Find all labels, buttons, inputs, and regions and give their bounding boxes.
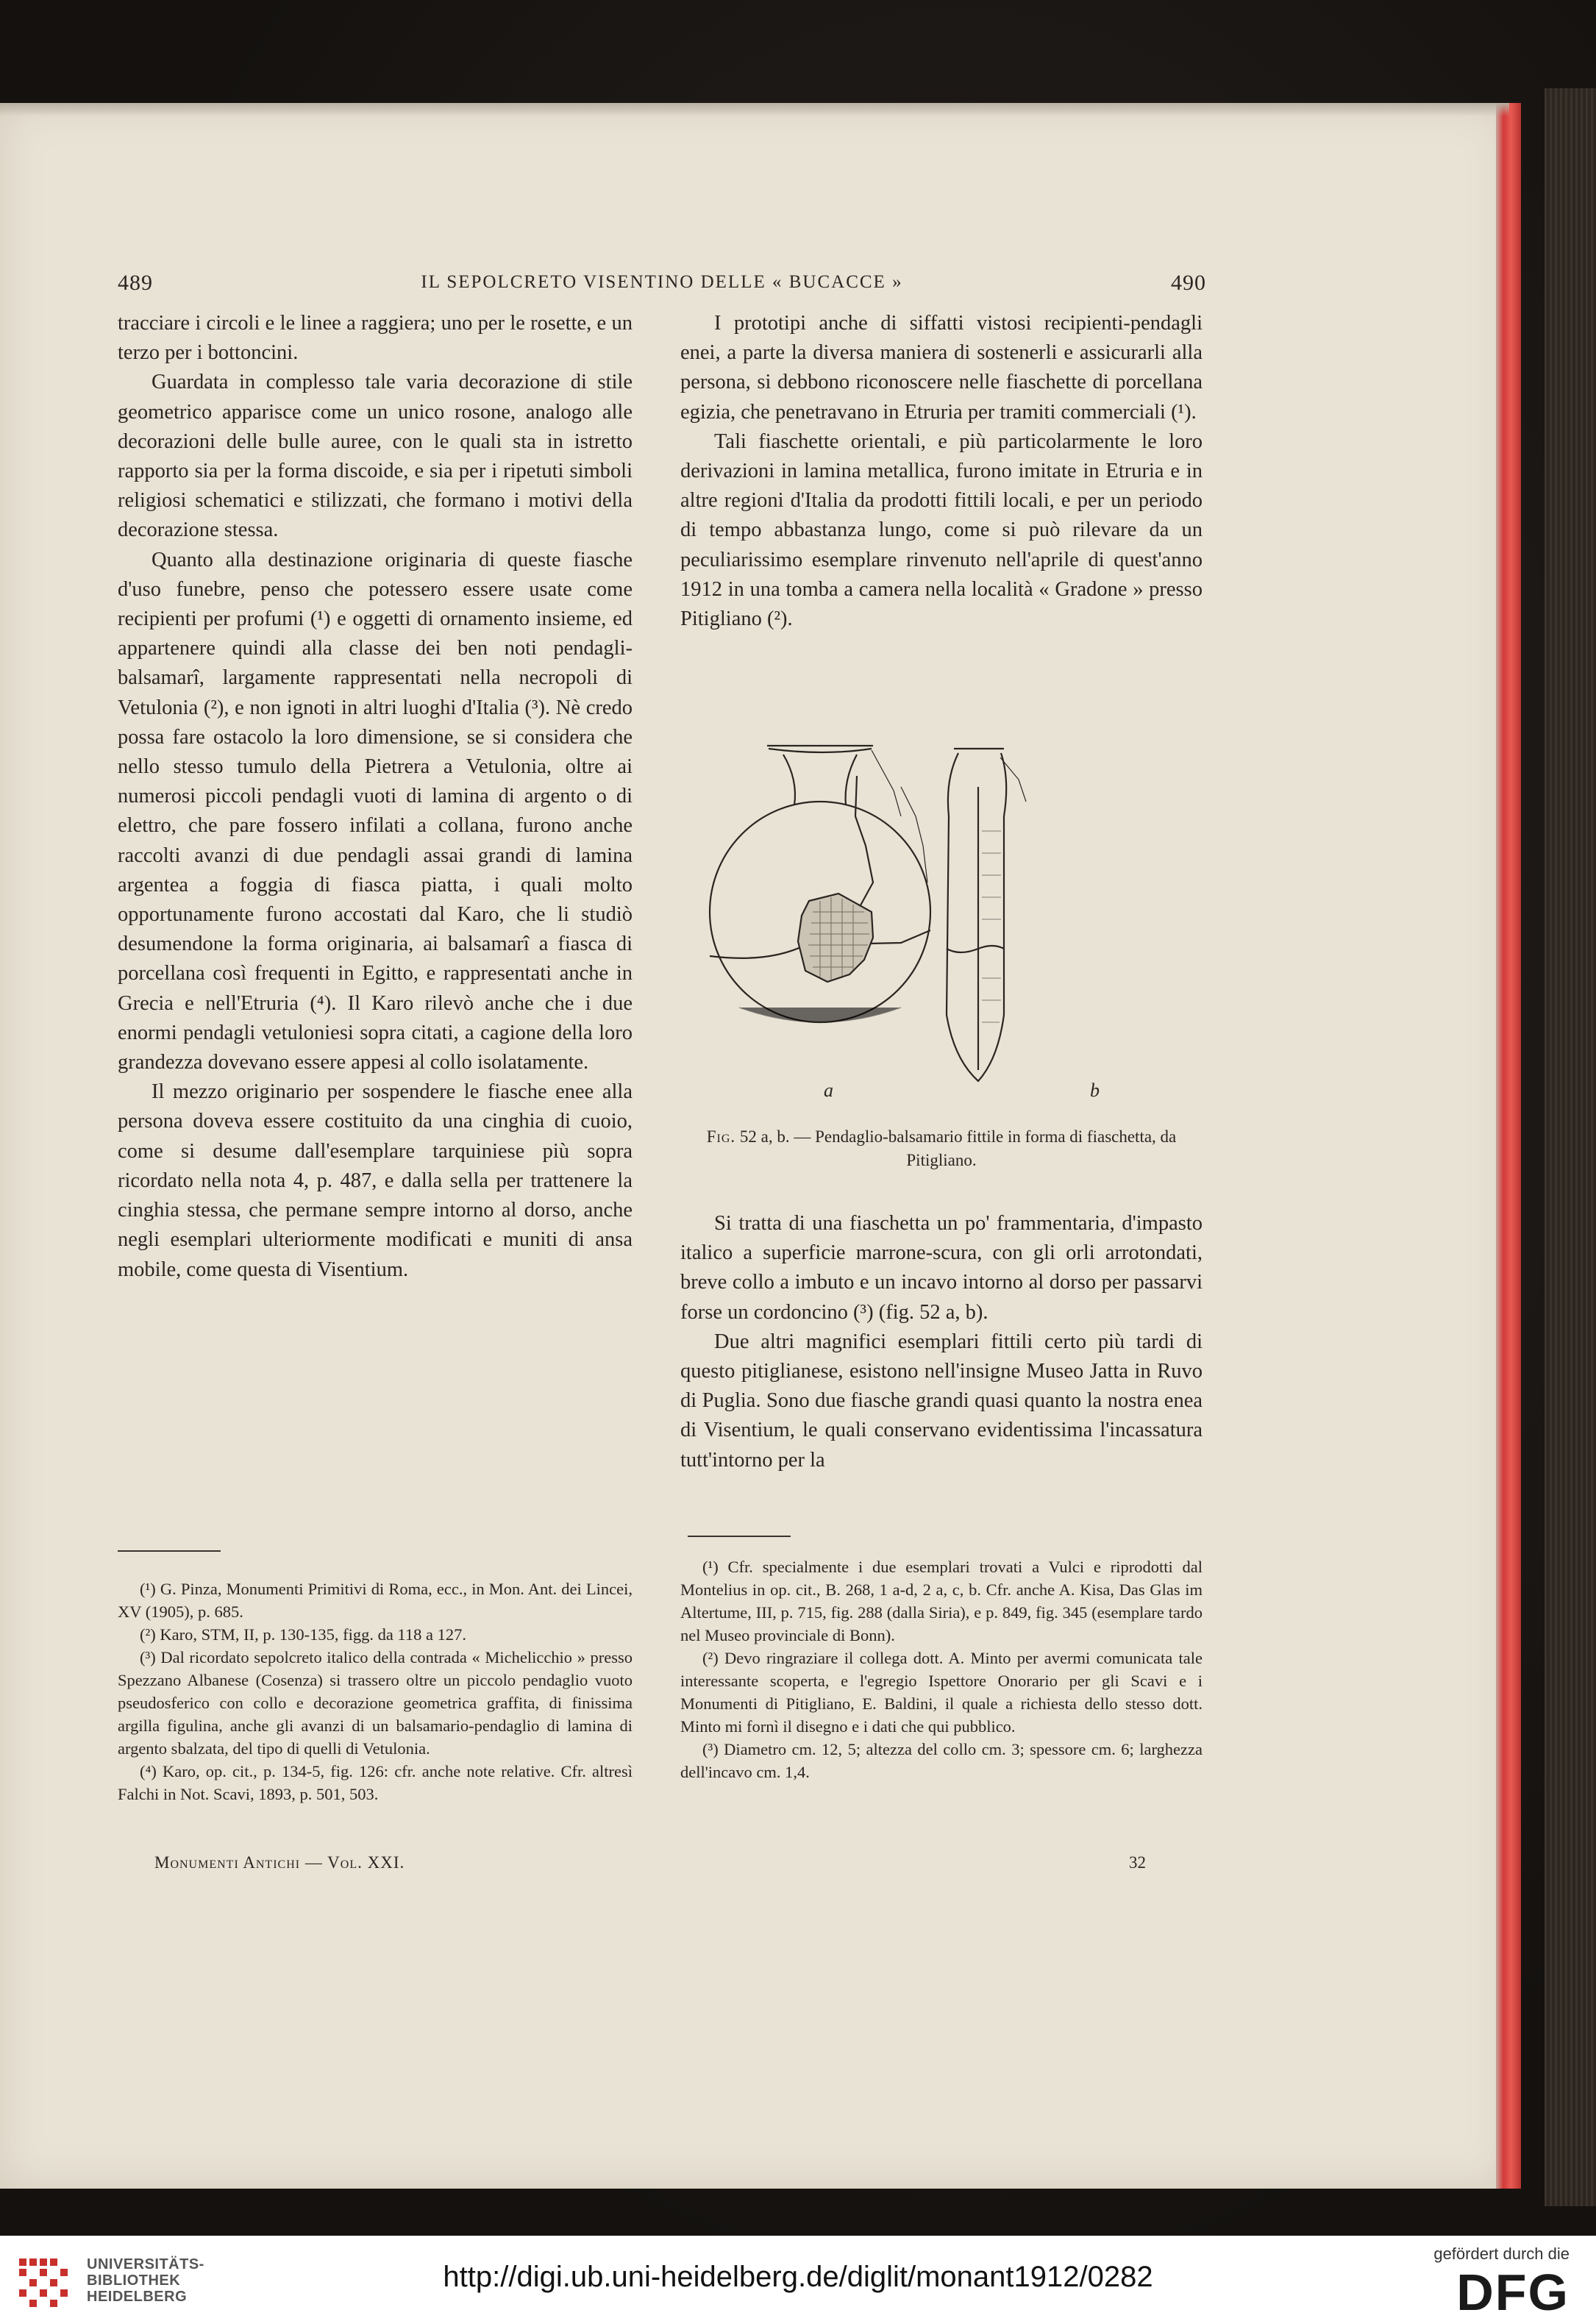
footnote: (³) Diametro cm. 12, 5; altezza del collo cm. 3; spessore cm. 6; larghezza dell'incavo cm. 1,4. — [680, 1740, 1203, 1781]
right-column-bottom — [680, 1209, 1203, 1475]
footnote: (⁴) Karo, op. cit., p. 134-5, fig. 126: cfr. anche note relative. Cfr. altresì Falchi in Not. Scavi, 1893, p. 501, 503. — [118, 1762, 633, 1803]
footnote: (²) Karo, STM, II, p. 130-135, figg. da 118 a 127. — [140, 1625, 466, 1644]
flask-drawing — [680, 735, 1203, 1118]
logo-line: UNIVERSITÄTS- — [87, 2256, 204, 2272]
figure-caption-prefix: Fig. — [706, 1127, 736, 1146]
logo-line: BIBLIOTHEK — [87, 2272, 181, 2289]
paragraph: Il mezzo originario per sospendere le fiasche enee alla persona doveva essere costituito da una cinghia di cuoio, come si desume dall'esemplare tarquiniese più sopra ricordato nella nota 4, p. 487, e dalla sella per trattenere la cinghia stessa, che permane sempre intorno al dorso, anche negli esemplari ulteriormente modificati e muniti di ansa mobile, come questa di Visentium. — [118, 1080, 633, 1281]
paragraph: I prototipi anche di siffatti vistosi recipienti-pendagli enei, a parte la diversa maniera di sostenerli e assicurarli alla persona, si debbono riconoscere nelle fiaschette di porcellana egizia, che penetravano in Etruria per tramiti commerciali (¹). — [680, 312, 1203, 424]
footnote-rule-left — [118, 1550, 221, 1552]
funding-text: gefördert durch die — [1433, 2245, 1570, 2263]
paragraph: Due altri magnifici esemplari fittili certo più tardi di questo pitiglianese, esistono nell'insigne Museo Jatta in Ruvo di Puglia. Sono due fiasche grandi quasi quanto la nostra enea di Visentium, le quali conservano evidentissima l'incassatura tutt'intorno per la — [680, 1330, 1203, 1472]
page-number-left: 489 — [118, 271, 153, 295]
paragraph: tracciare i circoli e le linee a raggiera; uno per le rosette, e un terzo per i bottoncini. — [118, 312, 633, 365]
left-column — [118, 309, 633, 1285]
signature-footer: Monumenti Antichi — Vol. XXI. — [154, 1853, 405, 1872]
footnote: (²) Devo ringraziare il collega dott. A. Minto per avermi comunicata tale interessante scoperta, e l'egregio Ispettore Onorario per gli Scavi e i Monumenti di Pitigliano, E. Baldini, il quale a richiesta dello stesso dott. Minto mi fornì il disegno e i dati che qui pubblico. — [680, 1649, 1203, 1736]
logo-line: HEIDELBERG — [87, 2289, 188, 2305]
footnote-rule-right — [688, 1536, 791, 1537]
figure-label-a: a — [824, 1080, 833, 1101]
signature-number: 32 — [1129, 1853, 1146, 1872]
page-number-right: 490 — [1171, 271, 1206, 295]
paragraph: Quanto alla destinazione originaria di queste fiasche d'uso funebre, penso che potessero essere usate come recipienti per profumi (¹) e oggetti di ornamento insieme, ed appartenere quindi alla classe dei ben noti pendagli-balsamarî, largamente rappresentati nella necropoli di Vetulonia (²), e non ignoti in altri luoghi d'Italia (³). Nè credo possa fare ostacolo la loro dimensione, se si considera che nello stesso tumulo della Pietrera a Vetulonia, oltre ai numerosi piccoli pendagli vuoti di lamina di argento o di elettro, che pare fossero infilati a collana, furono anche raccolti avanzi di due pendagli assai grandi di lamina argentea a foggia di fiasca piatta, i quali molto opportunamente furono accostati dal Karo, che li studiò desumendone la forma originaria, ai balsamarî a fiasca di porcellana così frequenti in Egitto, e rappresentati anche in Grecia e nell'Etruria (⁴). Il Karo rilevò anche che i due enormi pendagli vetuloniesi sopra citati, a cagione della loro grandezza dovevano essere appesi al collo isolatamente. — [118, 548, 633, 1074]
figure-caption — [680, 1125, 1203, 1172]
page-url-link[interactable]: http://digi.ub.uni-heidelberg.de/diglit/monant1912/0282 — [443, 2261, 1153, 2293]
paragraph: Tali fiaschette orientali, e più particolarmente le loro derivazioni in lamina metallica, furono imitate in Etruria e in altre regioni d'Italia da prodotti fittili locali, e per un periodo di tempo abbastanza lungo, come si può rilevare da un peculiarissimo esemplare rinvenuto nell'aprile di quest'anno 1912 in una tomba a camera nella località « Gradone » presso Pitigliano (²). — [680, 429, 1203, 631]
footnote: (¹) G. Pinza, Monumenti Primitivi di Roma, ecc., in Mon. Ant. dei Lincei, XV (1905), p. 685. — [118, 1580, 633, 1621]
figure-caption-text: 52 a, b. — Pendaglio-balsamario fittile in forma di fiaschetta, da Pitigliano. — [739, 1127, 1177, 1169]
right-column-top — [680, 309, 1203, 634]
book-spine-edge — [1545, 88, 1596, 2206]
footnote: (³) Dal ricordato sepolcreto italico della contrada « Michelicchio » presso Spezzano Albanese (Cosenza) si trassero oltre un piccolo pendaglio vuoto pseudosferico con collo e decorazione geometrica graffita, di finissima argilla figulina, anche gli avanzi di un balsamario-pendaglio di lamina di argento sbalzata, del tipo di quelli di Vetulonia. — [118, 1648, 633, 1758]
paragraph: Si tratta di una fiaschetta un po' frammentaria, d'impasto italico a superficie marrone-scura, con gli orli arrotondati, breve collo a imbuto e un incavo intorno al dorso per passarvi forse un cordoncino (³) (fig. 52 a, b). — [680, 1212, 1203, 1324]
footnote: (¹) Cfr. specialmente i due esemplari trovati a Vulci e riprodotti dal Montelius in op. cit., B. 268, 1 a-d, 2 a, c, b. Cfr. anche A. Kisa, Das Glas im Altertume, III, p. 715, fig. 288 (dalla Siria), e p. 849, fig. 345 (esemplare tardo nel Museo provinciale di Bonn). — [680, 1558, 1203, 1644]
figure-label-b: b — [1090, 1080, 1100, 1101]
footnotes-left — [118, 1577, 633, 1805]
running-title: IL SEPOLCRETO VISENTINO DELLE « BUCACCE » — [421, 272, 903, 292]
page-shadow — [0, 103, 1509, 116]
dfg-logo: DFG — [1456, 2264, 1570, 2321]
paragraph: Guardata in complesso tale varia decorazione di stile geometrico apparisce come un unico rosone, analogo alle decorazioni delle bulle auree, con le quali sta in istretto rapporto sia per la forma discoide, e sia per i ripetuti simboli religiosi schematici e stilizzati, che formano i motivi della decorazione stessa. — [118, 371, 633, 542]
footnotes-right — [680, 1555, 1203, 1783]
figure-52 — [680, 735, 1203, 1184]
running-head — [118, 271, 1206, 300]
red-page-edge — [1496, 103, 1521, 2189]
